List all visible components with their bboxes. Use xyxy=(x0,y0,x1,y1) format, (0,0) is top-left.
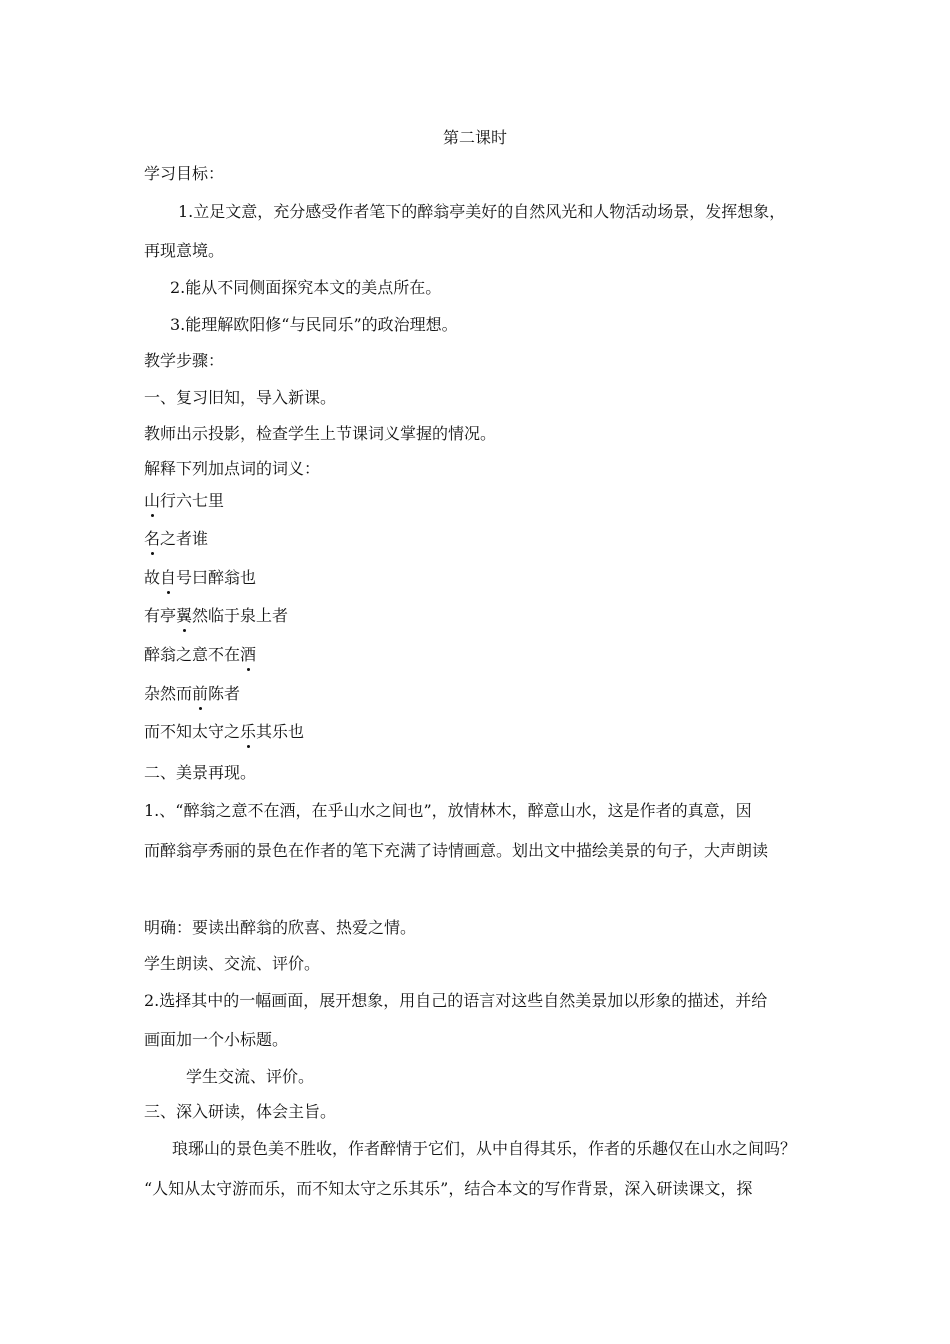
dotted-char: 前 xyxy=(192,684,209,703)
vocab-item xyxy=(144,567,256,589)
emphasis-dot xyxy=(183,629,186,632)
answer-line: 明确：要读出醉翁的欣喜、热爱之情。 xyxy=(144,918,417,937)
vocab-item xyxy=(144,721,304,743)
emphasis-dot xyxy=(199,707,202,710)
dotted-char: 名 xyxy=(144,529,161,548)
section-1-heading: 一、复习旧知，导入新课。 xyxy=(144,388,337,407)
vocab-item xyxy=(144,644,256,666)
dotted-char: 自 xyxy=(160,568,177,587)
objective-1: 1.立足文意，充分感受作者笔下的醉翁亭美好的自然风光和人物活动场景，发挥想象， xyxy=(178,202,786,221)
vocab-item xyxy=(144,683,240,705)
emphasis-dot xyxy=(167,591,170,594)
objectives-heading: 学习目标： xyxy=(144,164,225,183)
dotted-char: 酒 xyxy=(240,645,257,664)
vocab-text: 而不知太守之 xyxy=(144,722,241,741)
section-2-paragraph: 而醉翁亭秀丽的景色在作者的笔下充满了诗情画意。划出文中描绘美景的句子，大声朗读 xyxy=(144,841,769,860)
vocab-text: 陈者 xyxy=(208,684,241,703)
vocab-text: 有亭 xyxy=(144,606,177,625)
section-3-paragraph: “人知从太守游而乐，而不知太守之乐其乐”，结合本文的写作背景，深入研读课文，探 xyxy=(144,1179,753,1198)
dotted-char: 翼 xyxy=(176,606,193,625)
vocab-text: 醉翁之意不在 xyxy=(144,645,241,664)
section-1-line: 解释下列加点词的词义： xyxy=(144,459,321,478)
emphasis-dot xyxy=(151,514,154,517)
section-2-task: 画面加一个小标题。 xyxy=(144,1030,289,1049)
vocab-text: 之者谁 xyxy=(160,529,209,548)
section-2-heading: 二、美景再现。 xyxy=(144,763,257,782)
vocab-text: 号曰醉翁也 xyxy=(176,568,257,587)
objective-1-cont: 再现意境。 xyxy=(144,241,225,260)
vocab-item xyxy=(144,605,288,627)
students-line: 学生交流、评价。 xyxy=(186,1067,315,1086)
section-2-task: 2.选择其中的一幅画面，展开想象，用自己的语言对这些自然美景加以形象的描述，并给 xyxy=(144,991,768,1010)
emphasis-dot xyxy=(247,745,250,748)
steps-heading: 教学步骤： xyxy=(144,351,225,370)
vocab-text: 行六七里 xyxy=(160,491,225,510)
students-line: 学生朗读、交流、评价。 xyxy=(144,954,321,973)
section-1-line: 教师出示投影，检查学生上节课词义掌握的情况。 xyxy=(144,424,497,443)
vocab-text: 故 xyxy=(144,568,161,587)
section-3-heading: 三、深入研读，体会主旨。 xyxy=(144,1102,337,1121)
vocab-text: 其乐也 xyxy=(256,722,305,741)
objective-3: 3.能理解欧阳修“与民同乐”的政治理想。 xyxy=(170,315,458,334)
vocab-text: 杂然而 xyxy=(144,684,193,703)
emphasis-dot xyxy=(151,552,154,555)
objective-2: 2.能从不同侧面探究本文的美点所在。 xyxy=(170,278,442,297)
section-3-paragraph: 琅琊山的景色美不胜收，作者醉情于它们，从中自得其乐，作者的乐趣仅在山水之间吗？ xyxy=(172,1139,797,1158)
section-2-paragraph: 1.、“醉翁之意不在酒，在乎山水之间也”，放情林木，醉意山水，这是作者的真意，因 xyxy=(144,801,752,820)
dotted-char: 乐 xyxy=(240,722,257,741)
emphasis-dot xyxy=(247,668,250,671)
dotted-char: 山 xyxy=(144,491,161,510)
vocab-item xyxy=(144,490,224,512)
vocab-item xyxy=(144,528,208,550)
vocab-text: 然临于泉上者 xyxy=(192,606,289,625)
page-title: 第二课时 xyxy=(442,128,507,147)
